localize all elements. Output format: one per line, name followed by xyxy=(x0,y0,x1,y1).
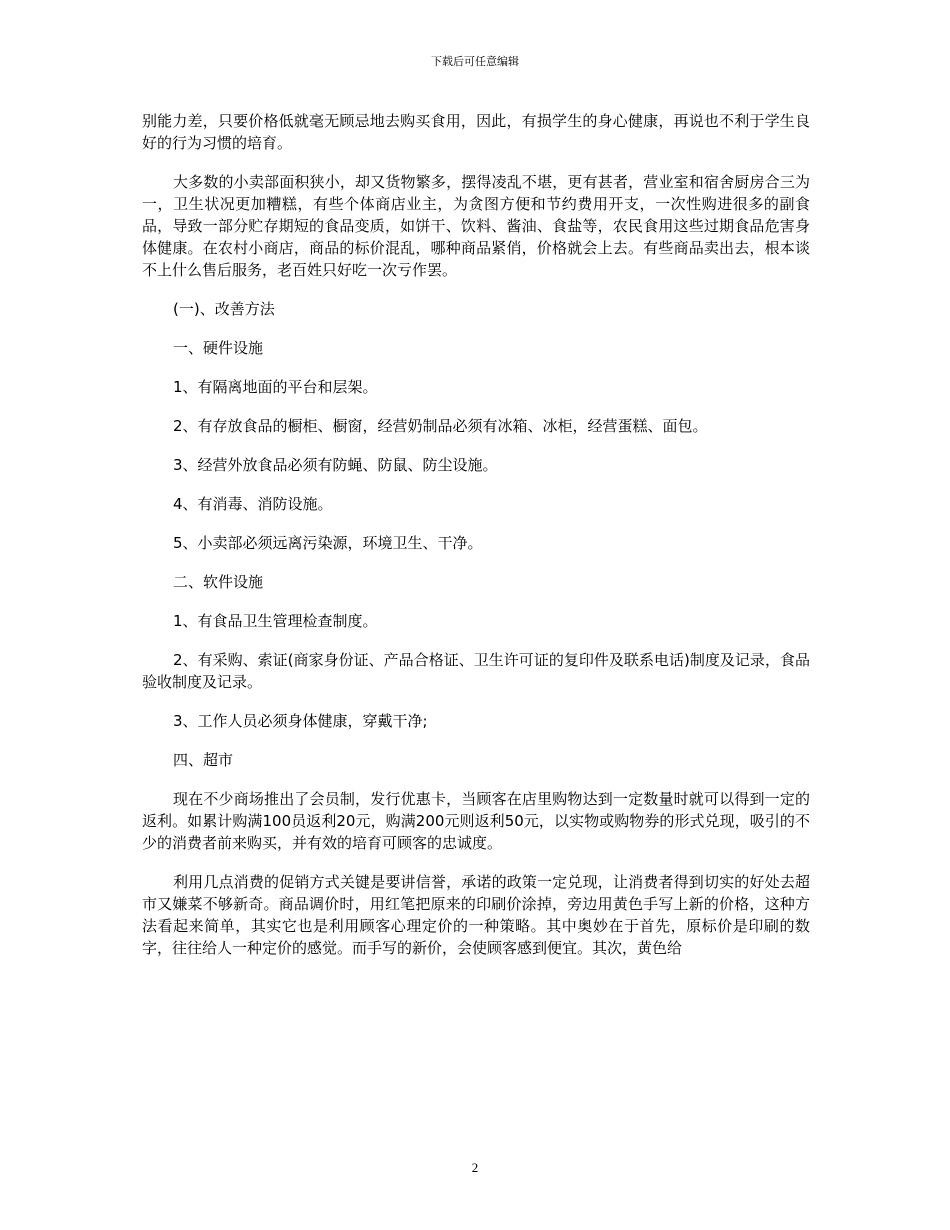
section-heading: 一、硬件设施 xyxy=(173,339,264,357)
list-item: 1、有隔离地面的平台和层架。 xyxy=(173,378,378,396)
list-item: 1、有食品卫生管理检查制度。 xyxy=(173,612,378,630)
paragraph: 大多数的小卖部面积狭小，却又货物繁多，摆得凌乱不堪，更有甚者，营业室和宿舍厨房合三为一，卫生状况更加糟糕，有些个体商店业主，为贪图方便和节约费用开支，一次性购进很多的副食品，导致一部分贮存期短的食品变质，如饼干、饮料、酱油、食盐等，农民食用这些过期食品危害身体健康。在农村小商店，商品的标价混乱，哪种商品紧俏，价格就会上去。有些商品卖出去，根本谈不上什么售后服务，老百姓只好吃一次亏作罢。 xyxy=(142,173,810,279)
section-heading: (一)、改善方法 xyxy=(173,300,275,318)
section-heading: 四、超市 xyxy=(173,751,234,769)
list-item: 3、工作人员必须身体健康，穿戴干净; xyxy=(173,712,428,730)
list-item: 2、有存放食品的橱柜、橱窗，经营奶制品必须有冰箱、冰柜，经营蛋糕、面包。 xyxy=(173,417,708,435)
section-heading: 二、软件设施 xyxy=(173,573,264,591)
list-item: 3、经营外放食品必须有防蝇、防鼠、防尘设施。 xyxy=(173,456,498,474)
list-item: 5、小卖部必须远离污染源，环境卫生、干净。 xyxy=(173,534,483,552)
paragraph: 利用几点消费的促销方式关键是要讲信誉，承诺的政策一定兑现，让消费者得到切实的好处去超市又嫌菜不够新奇。商品调价时，用红笔把原来的印刷价涂掉，旁边用黄色手写上新的价格，这种方法看起来简单，其实它也是利用顾客心理定价的一种策略。其中奥妙在于首先，原标价是印刷的数字，往往给人一种定价的感觉。而手写的新价，会使顾客感到便宜。其次，黄色给 xyxy=(142,873,810,957)
document-body xyxy=(142,110,810,976)
page-header: 下载后可任意编辑 xyxy=(431,55,519,68)
paragraph: 现在不少商场推出了会员制，发行优惠卡，当顾客在店里购物达到一定数量时就可以得到一定的返利。如累计购满100员返利20元，购满200元则返利50元，以实物或购物券的形式兑现，吸引的不少的消费者前来购买，并有效的培育可顾客的忠诚度。 xyxy=(142,790,810,852)
list-item: 2、有采购、索证(商家身份证、产品合格证、卫生许可证的复印件及联系电话)制度及记录，食品验收制度及记录。 xyxy=(142,651,810,691)
paragraph: 别能力差，只要价格低就毫无顾忌地去购买食用，因此，有损学生的身心健康，再说也不利于学生良好的行为习惯的培育。 xyxy=(142,112,810,152)
list-item: 4、有消毒、消防设施。 xyxy=(173,495,333,513)
page-number: 2 xyxy=(471,1160,479,1175)
